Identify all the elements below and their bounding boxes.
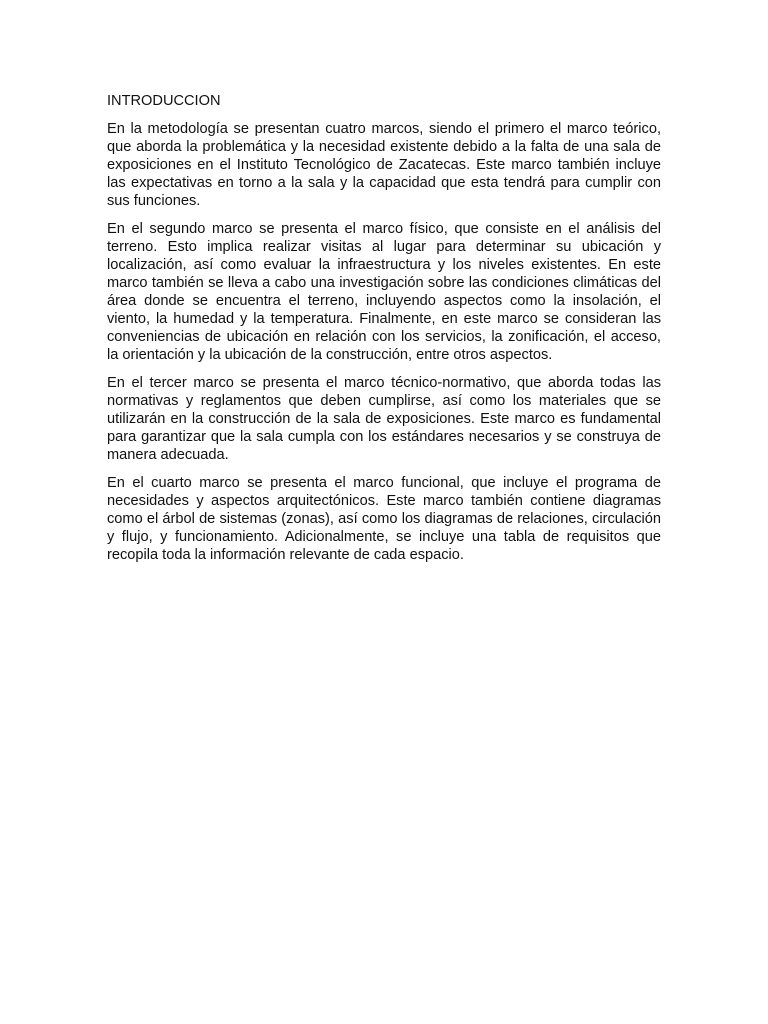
paragraph-marco-fisico: En el segundo marco se presenta el marco físico, que consiste en el análisis del terreno. Esto implica realizar visitas al lugar para determinar su ubicación y localización, así como evaluar la infraestructura y los niveles existentes. En este marco también se lleva a cabo una investigación sobre las condiciones climáticas del área donde se encuentra el terreno, incluyendo aspectos como la insolación, el viento, la humedad y la temperatura. Finalmente, en este marco se consideran las conveniencias de ubicación en relación con los servicios, la zonificación, el acceso, la orientación y la ubicación de la construcción, entre otros aspectos. [107, 221, 661, 363]
paragraph-marco-funcional: En el cuarto marco se presenta el marco funcional, que incluye el programa de necesidades y aspectos arquitectónicos. Este marco también contiene diagramas como el árbol de sistemas (zonas), así como los diagramas de relaciones, circulación y flujo, y funcionamiento. Adicionalmente, se incluye una tabla de requisitos que recopila toda la información relevante de cada espacio. [107, 475, 661, 563]
paragraph-marco-tecnico-normativo: En el tercer marco se presenta el marco técnico-normativo, que aborda todas las normativas y reglamentos que deben cumplirse, así como los materiales que se utilizarán en la construcción de la sala de exposiciones. Este marco es fundamental para garantizar que la sala cumpla con los estándares necesarios y se construya de manera adecuada. [107, 375, 661, 463]
document-title: INTRODUCCION [107, 93, 221, 109]
paragraph-marco-teorico: En la metodología se presentan cuatro marcos, siendo el primero el marco teórico, que aborda la problemática y la necesidad existente debido a la falta de una sala de exposiciones en el Instituto Tecnológico de Zacatecas. Este marco también incluye las expectativas en torno a la sala y la capacidad que esta tendrá para cumplir con sus funciones. [107, 121, 661, 209]
document-body [107, 92, 661, 574]
